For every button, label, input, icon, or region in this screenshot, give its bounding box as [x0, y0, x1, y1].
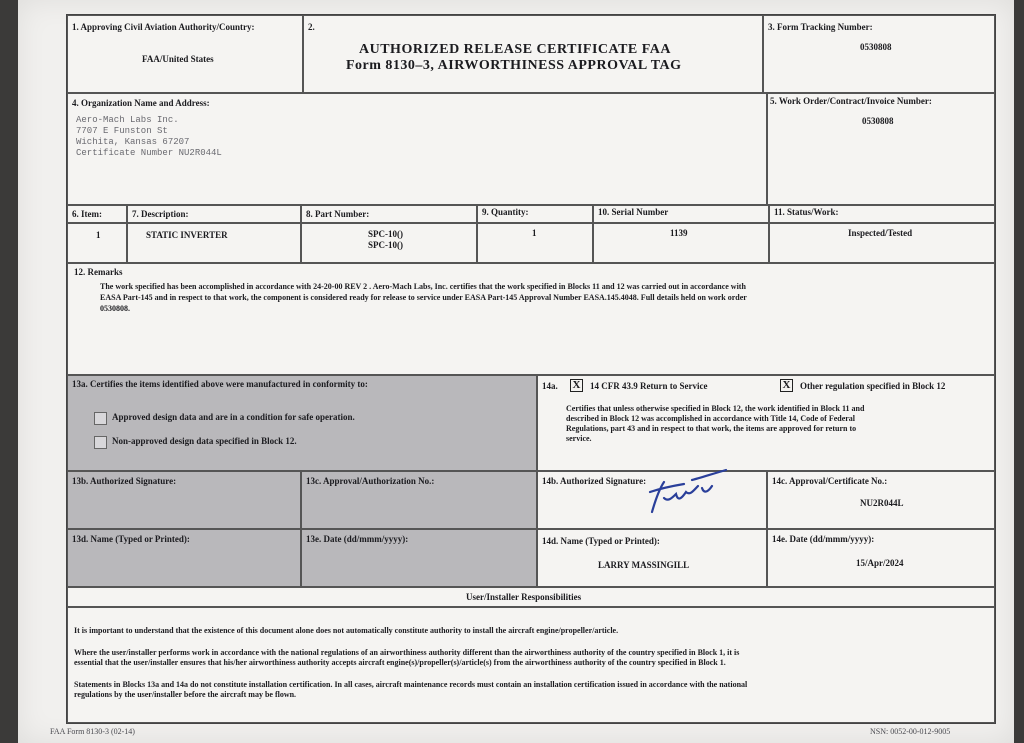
other-regulation-text: Other regulation specified in Block 12	[800, 381, 946, 391]
block-11-header	[769, 205, 995, 223]
block-14d-label: 14d. Name (Typed or Printed):	[542, 536, 660, 546]
non-approved-design-checkbox[interactable]	[94, 436, 107, 449]
block-2-label: 2.	[308, 22, 315, 32]
block-14a	[537, 375, 995, 471]
remarks-line-3: 0530808.	[100, 304, 130, 313]
responsibility-paragraph-3-line-2: regulations by the user/installer before the aircraft may be flown.	[74, 690, 297, 699]
block-6-value-cell	[67, 223, 127, 263]
org-line-2: 7707 E Funston St	[76, 126, 168, 136]
block-13d-label: 13d. Name (Typed or Printed):	[72, 534, 190, 544]
signer-name: LARRY MASSINGILL	[598, 560, 690, 570]
quantity-label: 9. Quantity:	[482, 207, 529, 217]
form-title: AUTHORIZED RELEASE CERTIFICATE FAA	[359, 42, 671, 57]
block-13c	[301, 471, 537, 529]
nsn-footer: NSN: 0052-00-012-9005	[870, 727, 951, 736]
return-to-service-text: 14 CFR 43.9 Return to Service	[590, 381, 708, 391]
block-3-label: 3. Form Tracking Number:	[768, 22, 873, 32]
block-14a-label: 14a.	[542, 381, 558, 391]
block-13e	[301, 529, 537, 587]
block-6-header	[67, 205, 127, 223]
block-9-header	[477, 205, 593, 223]
block-13a	[67, 375, 537, 471]
responsibility-paragraph-3-line-1: Statements in Blocks 13a and 14a do not constitute installation certification. In all cases, aircraft maintenance records must contain an installation certification issued in accordance with the national	[74, 680, 748, 689]
block-13a-label: 13a. Certifies the items identified above were manufactured in conformity to:	[72, 379, 368, 389]
block-13c-label: 13c. Approval/Authorization No.:	[306, 476, 435, 486]
block-8-value-cell	[301, 223, 477, 263]
non-approved-design-text: Non-approved design data specified in Block 12.	[112, 436, 297, 446]
part-number-label: 8. Part Number:	[306, 209, 370, 219]
block-2	[303, 15, 763, 93]
remarks-line-1: The work specified has been accomplished in accordance with 24-20-00 REV 2 . Aero-Mach Labs, Inc. certifies that the work specified in Blocks 11 and 12 was carried out in accordance with	[100, 282, 746, 291]
item-value: 1	[96, 230, 101, 240]
form-tracking-number: 0530808	[860, 42, 892, 52]
certificate-paper	[18, 0, 1014, 743]
block-12	[67, 263, 995, 375]
block-1	[67, 15, 303, 93]
other-regulation-checkbox[interactable]: X	[780, 379, 793, 392]
block-14b-label: 14b. Authorized Signature:	[542, 476, 647, 486]
status-work-value: Inspected/Tested	[848, 228, 913, 238]
approval-certificate-number: NU2R044L	[860, 498, 904, 508]
return-to-service-checkbox[interactable]: X	[570, 379, 583, 392]
block-8-header	[301, 205, 477, 223]
block-13e-label: 13e. Date (dd/mmm/yyyy):	[306, 534, 409, 544]
authorized-signature	[642, 468, 732, 522]
block-13b-label: 13b. Authorized Signature:	[72, 476, 177, 486]
certify-line-2: described in Block 12 was accomplished in accordance with Title 14, Code of Federal	[566, 414, 856, 423]
form-grid	[66, 14, 996, 724]
block-4-label: 4. Organization Name and Address:	[72, 98, 210, 108]
block-14c-label: 14c. Approval/Certificate No.:	[772, 476, 888, 486]
org-line-3: Wichita, Kansas 67207	[76, 137, 190, 147]
work-order-number: 0530808	[862, 116, 894, 126]
serial-number-value: 1139	[670, 228, 688, 238]
responsibility-paragraph-1: It is important to understand that the existence of this document alone does not automatically constitute authority to install the aircraft engine/propeller/article.	[74, 626, 619, 635]
block-4	[67, 93, 767, 205]
description-value: STATIC INVERTER	[146, 230, 228, 240]
block-1-label: 1. Approving Civil Aviation Authority/Country:	[72, 22, 255, 32]
responsibility-paragraph-2-line-2: essential that the user/installer ensures that his/her airworthiness authority accepts aircraft engine(s)/propeller(s)/article(s) from the airworthiness authority of the country specified in Block 1.	[74, 658, 726, 667]
responsibility-paragraph-2-line-1: Where the user/installer performs work in accordance with the national regulations of an airworthiness authority different than the airworthiness authority of the country specified in Block 1, it is	[74, 648, 740, 657]
block-14d	[537, 529, 767, 587]
form-number-footer: FAA Form 8130-3 (02-14)	[50, 727, 135, 736]
block-5	[767, 93, 995, 205]
approved-design-checkbox[interactable]	[94, 412, 107, 425]
block-10-header	[593, 205, 769, 223]
responsibilities-body	[67, 607, 995, 723]
quantity-value: 1	[532, 228, 537, 238]
block-5-label: 5. Work Order/Contract/Invoice Number:	[770, 96, 932, 106]
remarks-label: 12. Remarks	[74, 267, 123, 277]
block-14b	[537, 471, 767, 529]
status-work-label: 11. Status/Work:	[774, 207, 839, 217]
form-subtitle: Form 8130–3, AIRWORTHINESS APPROVAL TAG	[346, 58, 682, 73]
block-7-value-cell	[127, 223, 301, 263]
block-13b	[67, 471, 301, 529]
org-line-1: Aero-Mach Labs Inc.	[76, 115, 179, 125]
serial-number-label: 10. Serial Number	[598, 207, 669, 217]
part-number-value-1: SPC-10()	[368, 229, 403, 239]
approved-design-text: Approved design data and are in a condition for safe operation.	[112, 412, 355, 422]
block-9-value-cell	[477, 223, 593, 263]
block-14c	[767, 471, 995, 529]
block-11-value-cell	[769, 223, 995, 263]
org-line-4: Certificate Number NU2R044L	[76, 148, 222, 158]
approving-authority: FAA/United States	[142, 54, 214, 64]
signature-date: 15/Apr/2024	[856, 558, 904, 568]
certify-line-3: Regulations, part 43 and in respect to that work, the items are approved for return to	[566, 424, 857, 433]
block-14e	[767, 529, 995, 587]
block-3	[763, 15, 995, 93]
description-label: 7. Description:	[132, 209, 189, 219]
remarks-line-2: EASA Part-145 and in respect to that work, the component is considered ready for release to service under EASA Part-145 Approval Number EASA.145.4048. Full details held on work order	[100, 293, 747, 302]
certify-line-1: Certifies that unless otherwise specified in Block 12, the work identified in Block 11 and	[566, 404, 865, 413]
part-number-value-2: SPC-10()	[368, 240, 403, 250]
block-7-header	[127, 205, 301, 223]
responsibilities-title: User/Installer Responsibilities	[466, 592, 582, 602]
item-label: 6. Item:	[72, 209, 102, 219]
block-14e-label: 14e. Date (dd/mmm/yyyy):	[772, 534, 875, 544]
certify-line-4: service.	[566, 434, 592, 443]
responsibilities-header	[67, 587, 995, 607]
block-13d	[67, 529, 301, 587]
block-10-value-cell	[593, 223, 769, 263]
